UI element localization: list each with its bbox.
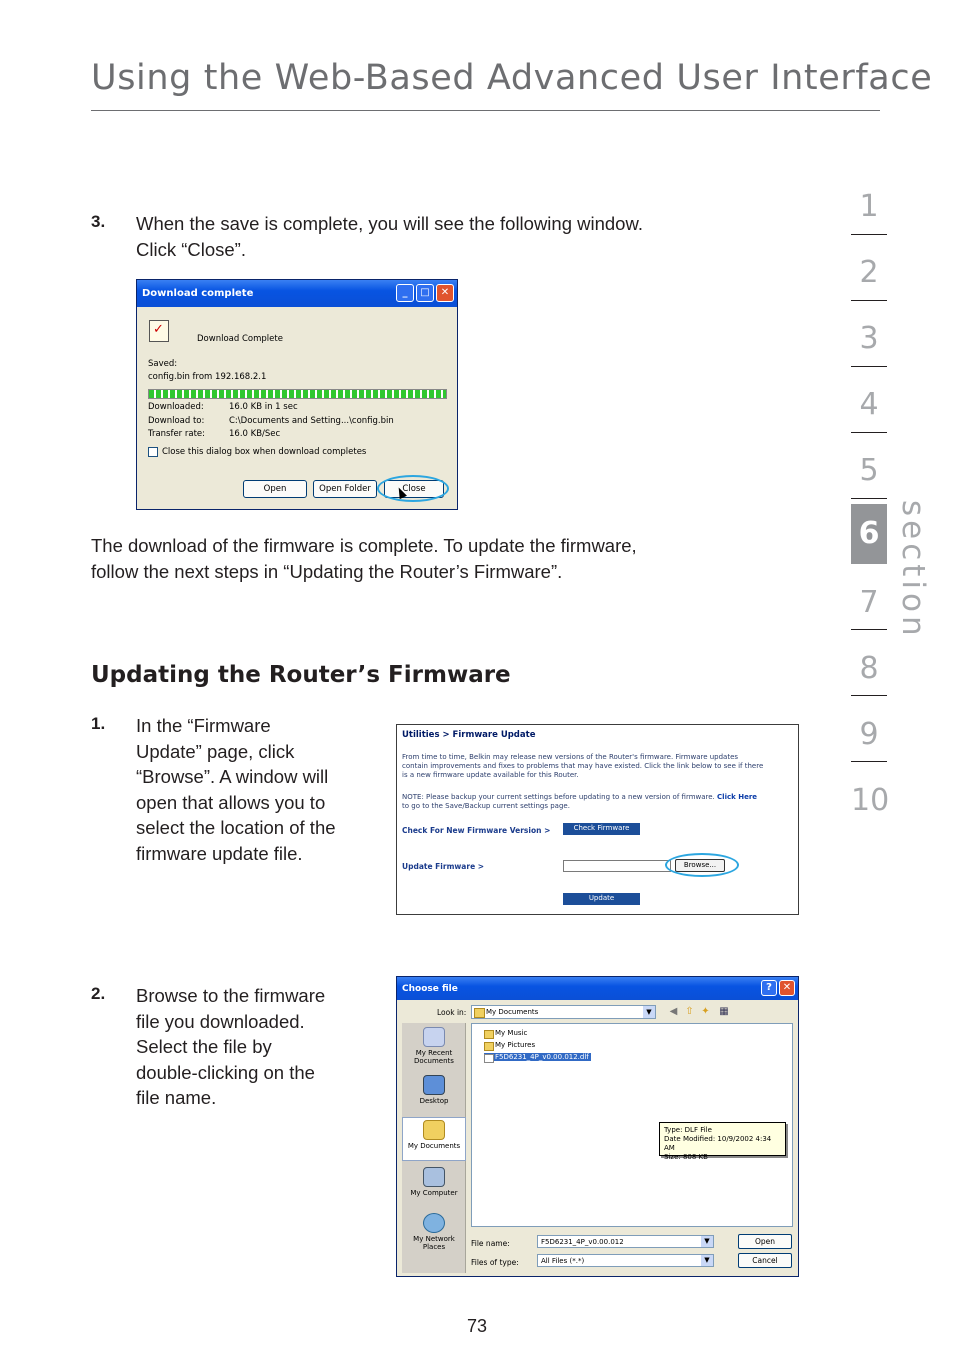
- highlight-ring: [665, 853, 739, 877]
- place-label: My Computer: [410, 1189, 458, 1197]
- step-1-line: firmware update file.: [136, 842, 303, 864]
- section-number-3[interactable]: 3: [859, 321, 879, 356]
- list-item[interactable]: My Pictures: [484, 1041, 535, 1049]
- dialog-title: Download complete: [142, 288, 254, 299]
- click-here-link[interactable]: Click Here: [717, 793, 758, 801]
- close-icon[interactable]: ✕: [436, 284, 454, 302]
- section-divider: [851, 432, 887, 433]
- dialog-title: Choose file: [402, 984, 458, 994]
- look-in-dropdown[interactable]: [471, 1005, 656, 1019]
- file-type-select[interactable]: [537, 1254, 714, 1267]
- file-name-label: File name:: [471, 1239, 510, 1248]
- browse-button[interactable]: Browse...: [675, 859, 725, 872]
- downloaded-value: 16.0 KB in 1 sec: [229, 402, 298, 412]
- close-when-complete-label: Close this dialog box when download completes: [162, 447, 367, 457]
- breadcrumb: Utilities > Firmware Update: [402, 730, 536, 740]
- tooltip-line: Size: 808 KB: [664, 1153, 708, 1161]
- file-name-value: F5D6231_4P_v0.00.012: [541, 1238, 624, 1246]
- section-divider: [851, 300, 887, 301]
- place-label: Places: [422, 1243, 446, 1251]
- recent-documents-icon: [423, 1027, 445, 1047]
- section-divider: [851, 629, 887, 630]
- section-label: section: [895, 500, 931, 640]
- step-1-line: select the location of the: [136, 817, 336, 838]
- step-2-line: double-clicking on the: [136, 1061, 315, 1083]
- place-my-network-places[interactable]: [402, 1213, 466, 1251]
- highlight-ring: [377, 475, 449, 502]
- chevron-down-icon[interactable]: ▼: [701, 1255, 713, 1266]
- transfer-rate-label: Transfer rate:: [148, 429, 206, 439]
- section-number-9[interactable]: 9: [859, 717, 879, 752]
- step-1-line: open that allows you to: [136, 791, 326, 813]
- look-in-label: Look in:: [437, 1008, 467, 1017]
- place-label: Documents: [414, 1057, 454, 1065]
- check-firmware-button[interactable]: Check Firmware: [563, 823, 640, 835]
- open-button[interactable]: Open: [738, 1234, 792, 1249]
- firmware-update-page: [396, 724, 799, 915]
- section-number-2[interactable]: 2: [859, 255, 879, 290]
- firmware-file-input[interactable]: [563, 860, 671, 872]
- file-type-value: All Files (*.*): [541, 1257, 585, 1265]
- download-to-label: Download to:: [148, 416, 205, 426]
- step-number: 2.: [91, 984, 106, 1003]
- section-divider: [851, 234, 887, 235]
- cancel-button[interactable]: Cancel: [738, 1253, 792, 1268]
- file-name-input[interactable]: [537, 1235, 714, 1248]
- place-my-recent-documents[interactable]: [402, 1027, 466, 1065]
- step-number: 3.: [91, 212, 106, 231]
- download-file-icon: [149, 320, 169, 342]
- place-my-computer[interactable]: [402, 1167, 466, 1197]
- step-1-line: In the “Firmware: [136, 715, 271, 736]
- section-number-4[interactable]: 4: [859, 387, 879, 422]
- section-number-7[interactable]: 7: [859, 585, 879, 620]
- step-3-text: [136, 211, 776, 262]
- new-folder-icon[interactable]: ✦: [701, 1006, 710, 1017]
- step-2-line: Select the file by: [136, 1036, 272, 1057]
- step-3-line-2: Click “Close”.: [136, 238, 246, 260]
- chevron-down-icon[interactable]: ▼: [701, 1236, 713, 1247]
- section-divider: [851, 366, 887, 367]
- look-in-value: My Documents: [486, 1008, 539, 1016]
- close-button[interactable]: Close: [384, 480, 444, 498]
- saved-value: config.bin from 192.168.2.1: [148, 372, 267, 382]
- file-tooltip: [659, 1122, 786, 1161]
- download-complete-paragraph: [91, 533, 791, 584]
- place-label: My Recent: [415, 1049, 453, 1057]
- step-2-text: [136, 983, 381, 1111]
- paragraph-line-2: follow the next steps in “Updating the Router’s Firmware”.: [91, 560, 563, 582]
- firmware-intro-line: contain improvements and fixes to problems that may have existed. Click the link below to see if there: [402, 762, 764, 770]
- file-list[interactable]: [471, 1023, 793, 1227]
- subheading: Updating the Router’s Firmware: [91, 662, 511, 688]
- download-heading: Download Complete: [197, 334, 283, 344]
- dialog-titlebar: [137, 280, 457, 307]
- header-rule: [91, 110, 880, 111]
- download-to-value: C:\Documents and Setting...\config.bin: [229, 416, 394, 426]
- back-icon[interactable]: ◀: [669, 1006, 678, 1017]
- maximize-icon[interactable]: □: [416, 284, 434, 302]
- my-computer-icon: [423, 1167, 445, 1187]
- step-2-line: file name.: [136, 1087, 217, 1108]
- open-folder-button[interactable]: Open Folder: [313, 480, 377, 498]
- network-places-icon: [423, 1213, 445, 1233]
- note-text: NOTE: Please backup your current settings before updating to a new version of firmware.: [402, 793, 715, 801]
- section-number-5[interactable]: 5: [859, 453, 879, 488]
- mouse-cursor-icon: [583, 1061, 595, 1074]
- page-header-title: Using the Web-Based Advanced User Interface: [91, 58, 933, 98]
- chevron-down-icon[interactable]: ▼: [643, 1006, 655, 1018]
- help-icon[interactable]: ?: [761, 980, 777, 996]
- update-firmware-label: Update Firmware >: [402, 862, 485, 871]
- place-desktop[interactable]: [402, 1075, 466, 1105]
- choose-file-dialog: [396, 976, 799, 1277]
- close-icon[interactable]: ✕: [779, 980, 795, 996]
- section-number-10[interactable]: 10: [851, 783, 890, 818]
- dialog-titlebar: [397, 977, 798, 1000]
- section-divider: [851, 498, 887, 499]
- place-label: My Documents: [407, 1142, 461, 1150]
- up-folder-icon[interactable]: ⇧: [685, 1006, 694, 1017]
- step-2-line: Browse to the firmware: [136, 985, 326, 1006]
- update-button[interactable]: Update: [563, 893, 640, 905]
- paragraph-line-1: The download of the firmware is complete. To update the firmware,: [91, 535, 637, 556]
- step-number: 1.: [91, 714, 106, 733]
- close-when-complete-checkbox[interactable]: [148, 447, 158, 457]
- list-item[interactable]: My Music: [484, 1029, 527, 1037]
- download-progress-bar: [148, 389, 447, 399]
- tooltip-line: Date Modified: 10/9/2002 4:34 AM: [664, 1135, 772, 1152]
- list-item-selected[interactable]: F5D6231_4P_v0.00.012.dlf: [484, 1053, 591, 1061]
- step-1-line: Update” page, click: [136, 740, 295, 762]
- download-complete-dialog: [136, 279, 458, 510]
- section-number-6-active[interactable]: 6: [851, 504, 887, 564]
- step-3-line-1: When the save is complete, you will see the following window.: [136, 213, 643, 234]
- section-number-1[interactable]: 1: [859, 189, 879, 224]
- view-menu-icon[interactable]: ▦: [719, 1006, 729, 1017]
- firmware-intro-line: From time to time, Belkin may release new versions of the Router's firmware. Firmware updates: [402, 753, 739, 761]
- desktop-icon: [423, 1075, 445, 1095]
- firmware-note-line: [402, 793, 757, 802]
- section-divider: [851, 761, 887, 762]
- check-firmware-label: Check For New Firmware Version >: [402, 826, 551, 835]
- minimize-icon[interactable]: _: [396, 284, 414, 302]
- place-my-documents[interactable]: [402, 1117, 466, 1161]
- saved-label: Saved:: [148, 359, 178, 369]
- firmware-note-line-2: to go to the Save/Backup current settings page.: [402, 802, 570, 810]
- firmware-intro-line: is a new firmware update available for this Router.: [402, 771, 579, 779]
- open-button[interactable]: Open: [243, 480, 307, 498]
- step-1-line: “Browse”. A window will: [136, 766, 329, 787]
- file-type-label: Files of type:: [471, 1258, 519, 1267]
- places-bar: [402, 1023, 466, 1273]
- step-1-text: [136, 713, 381, 866]
- step-2-line: file you downloaded.: [136, 1010, 305, 1032]
- section-divider: [851, 695, 887, 696]
- downloaded-label: Downloaded:: [148, 402, 204, 412]
- section-number-8[interactable]: 8: [859, 651, 879, 686]
- place-label: My Network: [413, 1235, 455, 1243]
- transfer-rate-value: 16.0 KB/Sec: [229, 429, 281, 439]
- place-label: Desktop: [419, 1097, 449, 1105]
- page-number: 73: [466, 1316, 488, 1336]
- tooltip-line: Type: DLF File: [664, 1126, 712, 1134]
- my-documents-icon: [423, 1120, 445, 1140]
